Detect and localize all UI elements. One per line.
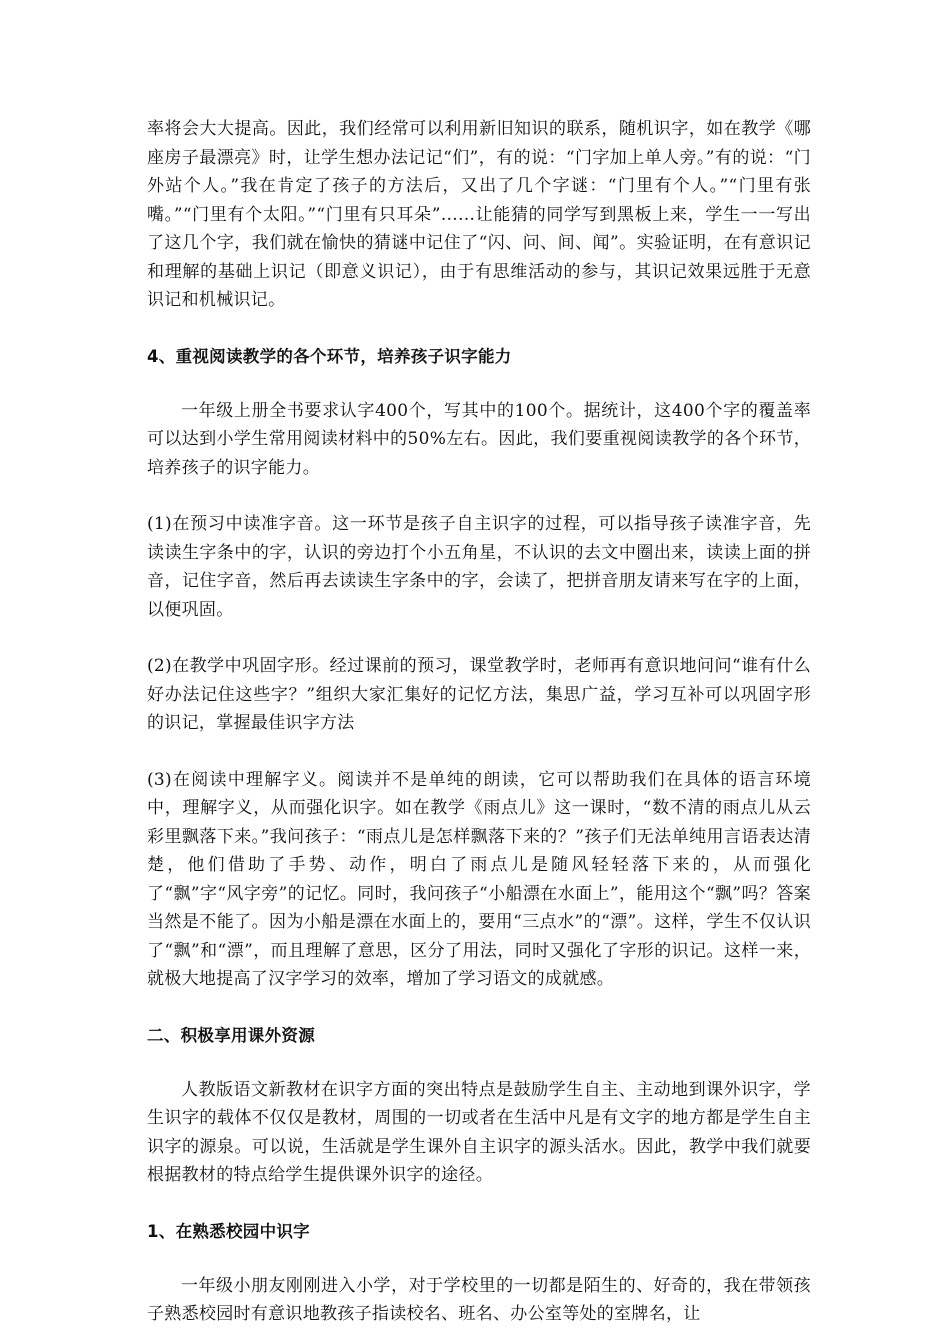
- document-body: [147, 115, 811, 1329]
- section-heading-reading-teaching: 4、重视阅读教学的各个环节，培养孩子识字能力: [147, 346, 512, 366]
- section-heading-extracurricular: 二、积极享用课外资源: [147, 1025, 315, 1045]
- paragraph-preview-pronunciation: (1)在预习中读准字音。这一环节是孩子自主识字的过程，可以指导孩子读准字音，先读读生字条中的字，认识的旁边打个小五角星，不认识的去文中圈出来，读读上面的拼音，记住字音，然后再去读读生字条中的字，会读了，把拼音朋友请来写在字的上面，以便巩固。: [147, 514, 811, 620]
- paragraph-character-coverage: 一年级上册全书要求认字400个，写其中的100个。据统计，这400个字的覆盖率可以达到小学生常用阅读材料中的50%左右。因此，我们要重视阅读教学的各个环节，培养孩子的识字能力。: [147, 400, 811, 478]
- paragraph-consolidate-shape: (2)在教学中巩固字形。经过课前的预习，课堂教学时，老师再有意识地问问“谁有什么好办法记住这些字？”组织大家汇集好的记忆方法，集思广益，学习互补可以巩固字形的识记，掌握最佳识字方法: [147, 656, 811, 733]
- section-heading-campus: 1、在熟悉校园中识字: [147, 1221, 310, 1241]
- paragraph-new-textbook: 人教版语文新教材在识字方面的突出特点是鼓励学生自主、主动地到课外识字，学生识字的载体不仅仅是教材，周围的一切或者在生活中凡是有文字的地方都是学生自主识字的源泉。可以说，生活就是学生课外自主识字的源头活水。因此，教学中我们就要根据教材的特点给学生提供课外识字的途径。: [147, 1079, 811, 1185]
- paragraph-understand-meaning: (3)在阅读中理解字义。阅读并不是单纯的朗读，它可以帮助我们在具体的语言环境中，理解字义，从而强化识字。如在教学《雨点儿》这一课时，“数不清的雨点儿从云彩里飘落下来。”我问孩子：“雨点儿是怎样飘落下来的？”孩子们无法单纯用言语表达清楚，他们借助了手势、动作，明白了雨点儿是随风轻轻落下来的，从而强化了“飘”字“风字旁”的记忆。同时，我问孩子“小船漂在水面上”，能用这个“飘”吗？答案当然是不能了。因为小船是漂在水面上的，要用“三点水”的“漂”。这样，学生不仅认识了“飘”和“漂”，而且理解了意思，区分了用法，同时又强化了字形的识记。这样一来，就极大地提高了汉字学习的效率，增加了学习语文的成就感。: [147, 769, 811, 989]
- paragraph-memory-methods: 率将会大大提高。因此，我们经常可以利用新旧知识的联系，随机识字，如在教学《哪座房子最漂亮》时，让学生想办法记记“们”，有的说：“门字加上单人旁。”有的说：“门外站个人。”我在肯定了孩子的方法后，又出了几个字谜：“门里有个人。”“门里有张嘴。”“门里有个太阳。”“门里有只耳朵”……让能猜的同学写到黑板上来，学生一一写出了这几个字，我们就在愉快的猜谜中记住了“闪、问、间、闻”。实验证明，在有意识记和理解的基础上识记（即意义识记），由于有思维活动的参与，其识记效果远胜于无意识记和机械识记。: [147, 119, 811, 310]
- paragraph-campus-literacy: 一年级小朋友刚刚进入小学，对于学校里的一切都是陌生的、好奇的，我在带领孩子熟悉校园时有意识地教孩子指读校名、班名、办公室等处的室牌名，让: [147, 1275, 811, 1324]
